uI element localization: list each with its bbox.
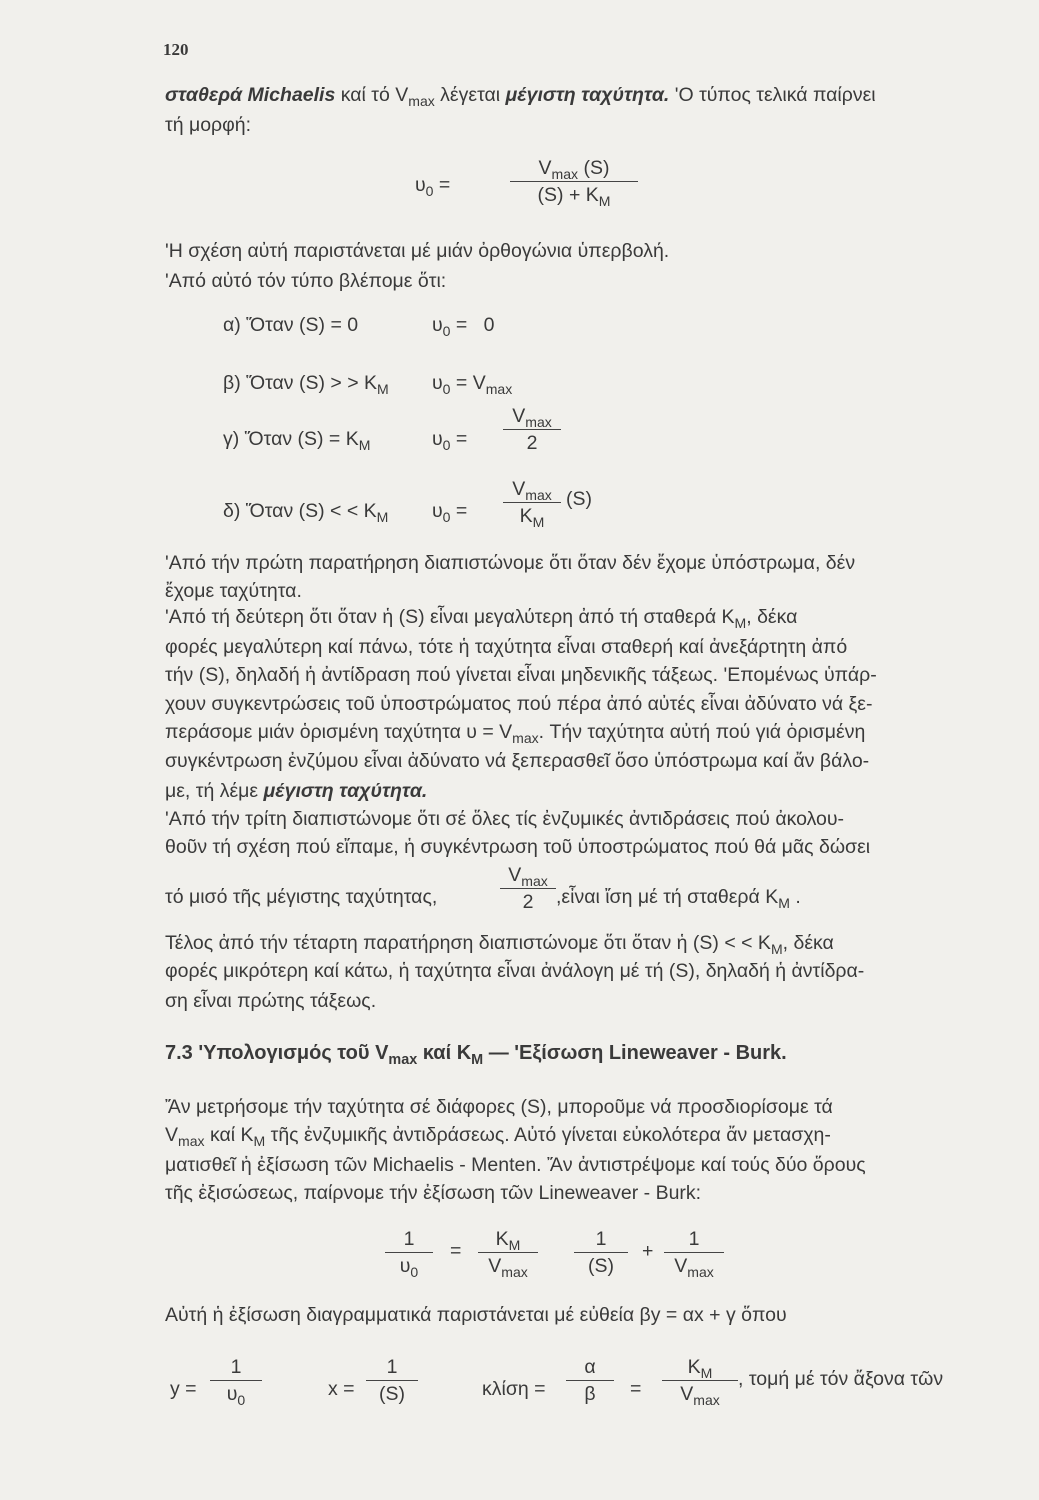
case-d-tail: (S)	[566, 488, 592, 510]
def-slope-equals: =	[630, 1378, 642, 1400]
def-slope-lhs: κλίση =	[482, 1378, 546, 1400]
para-4-line-1: Τέλος ἀπό τήν τέταρτη παρατήρηση διαπιστώνομε ὅτι ὅταν ἡ (S) < < $K_M$, δέκα	[165, 932, 834, 957]
para-6: Αὐτή ἡ ἐξίσωση διαγραμματικά παριστάνεται μέ εὐθεία βy = αx + γ ὅπου	[165, 1304, 787, 1326]
case-c-lhs: $\upsilon_0$ =	[432, 428, 468, 453]
case-c-fraction: $V_{max}$ 2	[503, 403, 561, 456]
para-1-line-2: ἔχομε ταχύτητα.	[165, 580, 302, 602]
term-max-velocity: μέγιστη ταχύτητα.	[505, 84, 670, 106]
para-5-line-4: τῆς ἐξισώσεως, παίρνομε τήν ἐξίσωση τῶν Lineweaver - Burk:	[165, 1182, 702, 1204]
case-a-result: $\upsilon_0$ = 0	[432, 314, 495, 339]
para-2-line-3: τήν (S), δηλαδή ἡ ἀντίδραση πού γίνεται εἶναι μηδενικῆς τάξεως. 'Επομένως ὑπάρ-	[165, 664, 877, 686]
case-d-lhs: $\upsilon_0$ =	[432, 500, 468, 525]
para-5-line-3: ματισθεῖ ἡ ἐξίσωση τῶν Michaelis - Menten. Ἄν ἀντιστρέψομε καί τούς δύο ὅρους	[165, 1154, 866, 1176]
para-2-line-1: 'Από τή δεύτερη ὅτι ὅταν ἡ (S) εἶναι μεγαλύτερη ἀπό τή σταθερά $K_M$, δέκα	[165, 606, 798, 631]
para-4-line-2: φορές μικρότερη καί κάτω, ἡ ταχύτητα εἶναι ἀνάλογη μέ τή (S), δηλαδή ἡ ἀντίδρα-	[165, 960, 865, 982]
case-b-result: $\upsilon_0 = V_{max}$	[432, 372, 513, 397]
def-y-lhs: y =	[170, 1378, 197, 1400]
def-x-lhs: x =	[328, 1378, 355, 1400]
lb-term-4: 1 $V_{max}$	[664, 1226, 724, 1279]
para-5-line-1: Ἄν μετρήσομε τήν ταχύτητα σέ διάφορες (S), μποροῦμε νά προσδιορίσομε τά	[165, 1096, 833, 1118]
def-y-fraction: 1 $\upsilon_0$	[210, 1354, 262, 1407]
lb-term-1: 1 $\upsilon_0$	[385, 1226, 433, 1279]
para-3-line-1: 'Από τήν τρίτη διαπιστώνομε ὅτι σέ ὅλες τίς ἐνζυμικές ἀντιδράσεις πού ἀκολου-	[165, 808, 845, 830]
def-x-fraction: 1 (S)	[366, 1354, 418, 1407]
para-3-line-3b: ,εἶναι ἴση μέ τή σταθερά $K_M$ .	[556, 886, 801, 911]
from-formula-line: 'Από αὐτό τόν τύπο βλέπομε ὅτι:	[165, 270, 447, 292]
intro-line-2: τή μορφή:	[165, 114, 252, 136]
def-tail: , τομή μέ τόν ἄξονα τῶν	[738, 1368, 944, 1390]
lb-plus: +	[642, 1240, 654, 1262]
formula-1-lhs: $\upsilon_0$ =	[415, 174, 451, 199]
case-c-condition: γ) Ὅταν $(S) = K_M$	[223, 428, 371, 453]
case-d-condition: δ) Ὅταν (S) < < $K_M$	[223, 500, 389, 525]
term-max-velocity-2: μέγιστη ταχύτητα.	[263, 780, 428, 802]
hyperbola-line: 'Η σχέση αὐτή παριστάνεται μέ μιάν ὀρθογώνια ὑπερβολή.	[165, 240, 670, 262]
formula-1-fraction: $V_{max}$ (S) $(S) + K_M$	[510, 155, 638, 208]
term-michaelis-constant: σταθερά Michaelis	[165, 84, 336, 106]
case-d-fraction: $V_{max}$ $K_M$	[503, 476, 561, 529]
para-2-line-6: συγκέντρωση ἐνζύμου εἶναι ἀδύνατο νά ξεπερασθεῖ ὅσο ὑπόστρωμα καί ἄν βάλο-	[165, 750, 870, 772]
def-slope-fraction: α β	[566, 1354, 614, 1407]
para-3-fraction: $V_{max}$ 2	[500, 862, 556, 915]
case-b-condition: β) Ὅταν (S) > > $K_M$	[223, 372, 389, 397]
para-3-line-3a: τό μισό τῆς μέγιστης ταχύτητας,	[165, 886, 438, 908]
para-3-line-2: θοῦν τή σχέση πού εἴπαμε, ἡ συγκέντρωση τοῦ ὑποστρώματος πού θά μᾶς δώσει	[165, 836, 871, 858]
para-5-line-2: $V_{max}$ καί $K_M$ τῆς ἐνζυμικῆς ἀντιδράσεως. Αὐτό γίνεται εὐκολότερα ἄν μετασχη-	[165, 1124, 831, 1149]
page-number: 120	[163, 40, 189, 59]
para-1-line-1: 'Από τήν πρώτη παρατήρηση διαπιστώνομε ὅτι ὅταν δέν ἔχομε ὑπόστρωμα, δέν	[165, 552, 856, 574]
section-heading: 7.3 'Υπολογισμός τοῦ $V_{max}$ καί $K_M$ — 'Εξίσωση Lineweaver - Burk.	[165, 1042, 787, 1069]
lb-term-2: $K_M$ $V_{max}$	[478, 1226, 538, 1279]
lb-term-3: 1 (S)	[574, 1226, 628, 1279]
def-slope-km-fraction: $K_M$ $V_{max}$	[662, 1354, 738, 1407]
case-a-condition: α) Ὅταν (S) = 0	[223, 314, 359, 336]
para-2-line-7: με, τή λέμε μέγιστη ταχύτητα.	[165, 780, 428, 802]
para-4-line-3: ση εἶναι πρώτης τάξεως.	[165, 990, 377, 1012]
para-2-line-4: χουν συγκεντρώσεις τοῦ ὑποστρώματος πού πέρα ἀπό αὐτές εἶναι ἀδύνατο νά ξε-	[165, 693, 873, 715]
para-2-line-5: περάσομε μιάν ὁρισμένη ταχύτητα $\upsilon = V_{max}$. Τήν ταχύτητα αὐτή πού γιά ὁρισμένη	[165, 721, 866, 746]
para-2-line-2: φορές μεγαλύτερη καί πάνω, τότε ἡ ταχύτητα εἶναι σταθερή καί ἀνεξάρτητη ἀπό	[165, 636, 848, 658]
lb-equals: =	[450, 1240, 462, 1262]
intro-line-1: σταθερά Michaelis καί τό $V_{max}$ λέγεται μέγιστη ταχύτητα. 'Ο τύπος τελικά παίρνει	[165, 84, 876, 109]
